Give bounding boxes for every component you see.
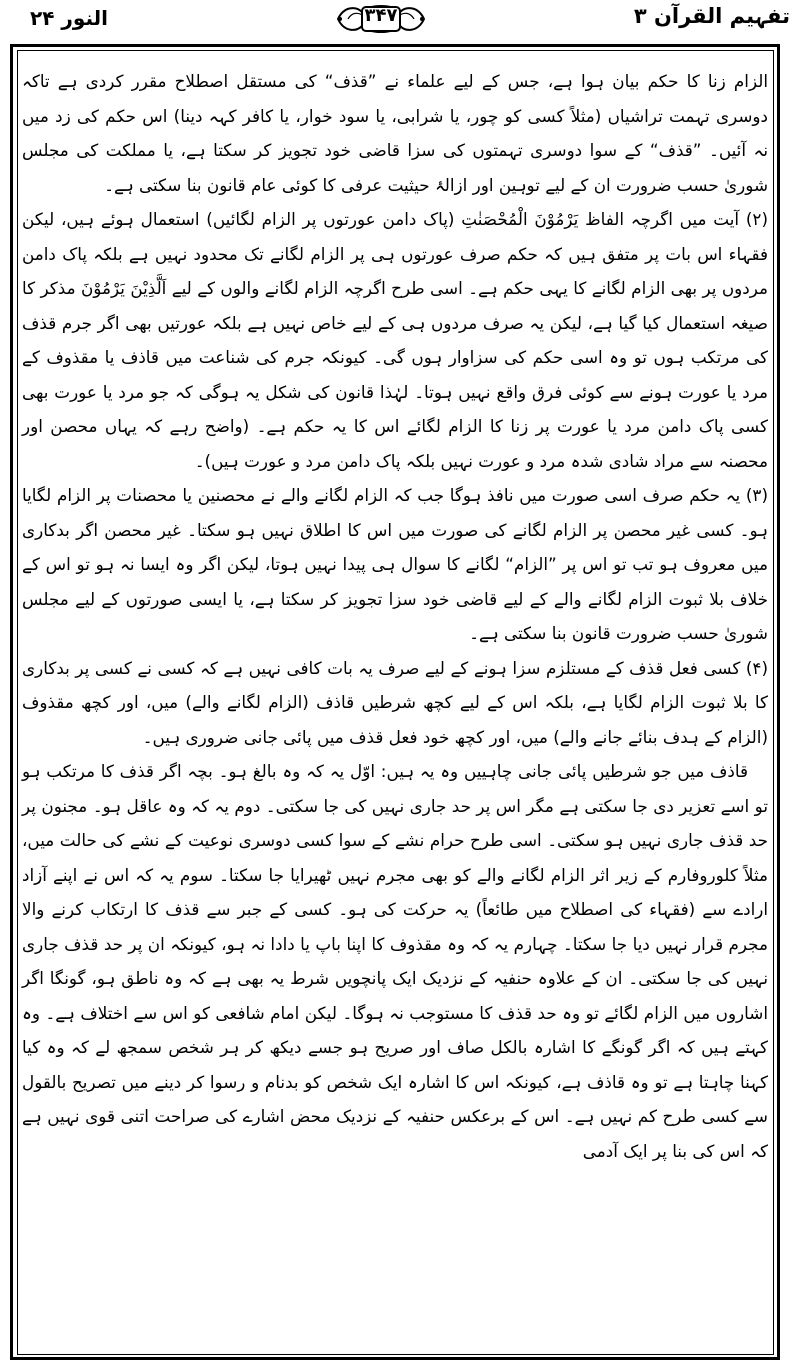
surah-reference: النور ۲۴ xyxy=(30,6,108,30)
paragraph-note-3: (۳) یہ حکم صرف اسی صورت میں نافذ ہوگا جب کہ الزام لگانے والے نے محصنین یا محصنات پر الزام لگایا ہو۔ کسی غیر محصن پر الزام لگانے کی صورت میں اس کا اطلاق نہیں ہو سکتا۔ غیر محصن اگر بدکاری میں معروف ہو تب تو اس پر ”الزام“ لگانے کا سوال ہی پیدا نہیں ہوتا، لیکن اگر وہ ایسا نہ ہو تو اس کے خلاف بلا ثبوت الزام لگانے والے کے لیے قاضی خود سزا تجویز کر سکتا ہے، یا ایسی صورتوں کے لیے مجلس شوریٰ حسب ضرورت قانون بنا سکتی ہے۔ xyxy=(22,485,768,643)
paragraph-note-2: (۲) آیت میں اگرچہ الفاظ یَرْمُوْنَ الْمُحْصَنٰتِ (پاک دامن عورتوں پر الزام لگائیں) استعمال ہوئے ہیں، لیکن فقہاء اس بات پر متفق ہیں کہ حکم صرف عورتوں ہی پر الزام لگانے تک محدود نہیں ہے بلکہ پاک دامن مردوں پر بھی الزام لگانے کا یہی حکم ہے۔ اسی طرح اگرچہ الزام لگانے والوں کے لیے اَلَّذِیْنَ یَرْمُوْنَ مذکر کا صیغہ استعمال کیا گیا ہے، لیکن یہ صرف مردوں ہی کے لیے خاص نہیں ہے بلکہ عورتیں بھی اگر جرم قذف کی مرتکب ہوں تو وہ اسی حکم کی سزاوار ہوں گی۔ کیونکہ جرم کی شناعت میں قاذف یا مقذوف کے مرد یا عورت ہونے سے کوئی فرق واقع نہیں ہوتا۔ لہٰذا قانون کی شکل یہ ہوگی کہ جو مرد یا عورت بھی کسی پاک دامن مرد یا عورت پر زنا کا الزام لگائے اس کا یہ حکم ہے۔ (واضح رہے کہ یہاں محصن اور محصنہ سے مراد شادی شدہ مرد و عورت نہیں بلکہ پاک دامن مرد و عورت ہیں)۔ xyxy=(22,209,768,471)
page-number-emblem xyxy=(334,0,428,38)
page-number: ۳۴۷ xyxy=(364,5,398,26)
paragraph-qazif-conditions: قاذف میں جو شرطیں پائی جانی چاہییں وہ یہ ہیں: اوّل یہ کہ وہ بالغ ہو۔ بچہ اگر قذف کا مرتکب ہو تو اسے تعزیر دی جا سکتی ہے مگر اس پر حد جاری نہیں کی جا سکتی۔ دوم یہ کہ وہ عاقل ہو۔ مجنون پر حد قذف جاری نہیں ہو سکتی۔ اسی طرح حرام نشے کے سوا کسی دوسری نوعیت کے نشے کی حالت میں، مثلاً کلوروفارم کے زیر اثر الزام لگانے والے کو بھی مجرم نہیں ٹھیرایا جا سکتا۔ سوم یہ کہ اس نے اپنے آزاد ارادے سے (فقہاء کی اصطلاح میں طائعاً) یہ حرکت کی ہو۔ کسی کے جبر سے قذف کا ارتکاب کرنے والا مجرم قرار نہیں دیا جا سکتا۔ چہارم یہ کہ وہ مقذوف کا اپنا باپ یا دادا نہ ہو، کیونکہ ان پر حد قذف جاری نہیں کی جا سکتی۔ ان کے علاوہ حنفیہ کے نزدیک ایک پانچویں شرط یہ بھی ہے کہ وہ ناطق ہو، گونگا اگر اشاروں میں الزام لگائے تو وہ حد قذف کا مستوجب نہ ہوگا۔ لیکن امام شافعی کو اس سے اختلاف ہے۔ وہ کہتے ہیں کہ اگر گونگے کا اشارہ بالکل صاف اور صریح ہو جسے دیکھ کر ہر شخص سمجھ لے کہ وہ کیا کہنا چاہتا ہے تو وہ قاذف ہے، کیونکہ اس کا اشارہ ایک شخص کو بدنام و رسوا کر دینے میں تصریح بالقول سے کسی طرح کم نہیں ہے۔ اس کے برعکس حنفیہ کے نزدیک محض اشارے کی صراحت اتنی قوی نہیں ہے کہ اس کی بنا پر ایک آدمی xyxy=(22,761,768,1161)
paragraph-note-4: (۴) کسی فعل قذف کے مستلزم سزا ہونے کے لیے صرف یہ بات کافی نہیں ہے کہ کسی نے کسی پر بدکاری کا بلا ثبوت الزام لگایا ہے، بلکہ اس کے لیے کچھ شرطیں قاذف (الزام لگانے والے) میں، اور کچھ مقذوف (الزام کے ہدف بنائے جانے والے) میں، اور کچھ خود فعل قذف میں پائی جانی ضروری ہیں۔ xyxy=(22,657,768,747)
page-header xyxy=(0,0,800,40)
commentary-body xyxy=(22,64,768,1354)
paragraph-qazf-definition: الزام زنا کا حکم بیان ہوا ہے، جس کے لیے علماء نے ”قذف“ کی مستقل اصطلاح مقرر کردی ہے تاکہ دوسری تہمت تراشیاں (مثلاً کسی کو چور، یا شرابی، یا سود خوار، یا کافر کہہ دینا) اس حکم کی زد میں نہ آئیں۔ ”قذف“ کے سوا دوسری تہمتوں کی سزا قاضی خود تجویز کر سکتا ہے، یا مملکت کی مجلس شوریٰ حسب ضرورت ان کے لیے توہین اور ازالۂ حیثیت عرفی کا کوئی عام قانون بنا سکتی ہے۔ xyxy=(22,71,768,195)
book-title: تفہیم القرآن ۳ xyxy=(633,4,790,28)
